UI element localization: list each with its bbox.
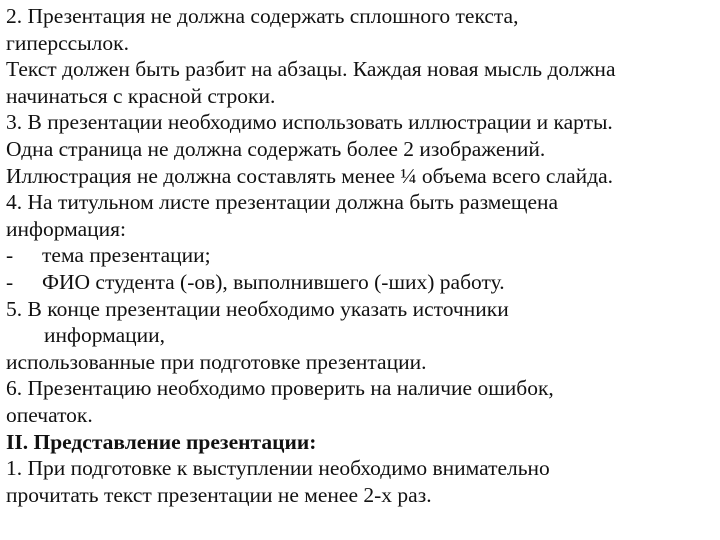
text-line: использованные при подготовке презентации. bbox=[6, 349, 427, 374]
text-line: Иллюстрация не должна составлять менее ¼ объема всего слайда. bbox=[6, 163, 614, 188]
bullet-text: тема презентации; bbox=[42, 243, 211, 268]
bullet-item bbox=[6, 269, 720, 296]
text-line: Одна страница не должна содержать более 2 изображений. bbox=[6, 136, 546, 161]
text-line: прочитать текст презентации не менее 2-х раз. bbox=[6, 482, 432, 507]
section-heading: II. Представление презентации: bbox=[6, 429, 317, 454]
text-line: начинаться с красной строки. bbox=[6, 83, 276, 108]
bullet-marker: - bbox=[6, 243, 14, 268]
bullet-marker: - bbox=[6, 269, 14, 294]
text-line: опечаток. bbox=[6, 402, 93, 427]
text-line: 1. При подготовке к выступлении необходимо внимательно bbox=[6, 456, 550, 481]
text-line: 3. В презентации необходимо использовать иллюстрации и карты. bbox=[6, 110, 613, 135]
text-line: 6. Презентацию необходимо проверить на наличие ошибок, bbox=[6, 376, 554, 401]
text-line: Текст должен быть разбит на абзацы. Каждая новая мысль должна bbox=[6, 57, 616, 82]
bullet-item bbox=[6, 242, 720, 269]
text-line: гиперссылок. bbox=[6, 30, 129, 55]
text-line: 2. Презентация не должна содержать сплошного текста, bbox=[6, 4, 519, 28]
bullet-text: ФИО студента (-ов), выполнившего (-ших) работу. bbox=[42, 269, 505, 294]
document-page bbox=[6, 3, 720, 508]
text-line: 4. На титульном листе презентации должна быть размещена bbox=[6, 190, 559, 215]
text-line: информации, bbox=[44, 323, 166, 348]
text-line: 5. В конце презентации необходимо указать источники bbox=[6, 296, 509, 321]
text-line: информация: bbox=[6, 216, 126, 241]
